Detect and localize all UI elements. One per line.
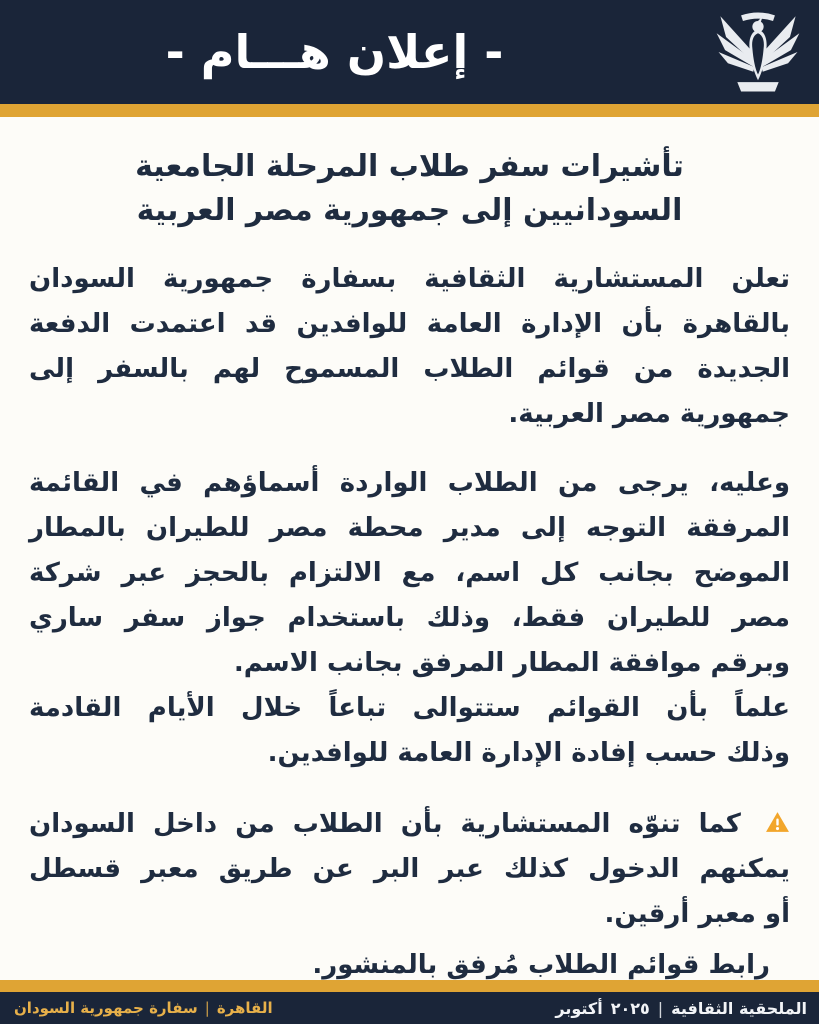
footer-embassy-name: سفارة جمهورية السودان	[14, 999, 198, 1017]
announcement-body	[0, 117, 819, 980]
paragraph-p5	[29, 943, 790, 980]
footer-month: أكتوبر	[555, 998, 603, 1018]
paragraph-line: المرفقة التوجه إلى مدير محطة مصر للطيران بالمطار	[29, 513, 790, 543]
footer-right-separator: |	[657, 998, 664, 1018]
paragraph-p2	[29, 461, 790, 686]
footer-embassy	[14, 999, 273, 1017]
heading-line-2: السودانيين إلى جمهورية مصر العربية	[136, 193, 683, 228]
footer-office: الملحقية الثقافية	[671, 998, 807, 1018]
paragraph-line: أو معبر أرقين.	[604, 899, 790, 929]
page-title: - إعلان هـــام -	[165, 25, 504, 79]
paragraph-line: الجديدة من قوائم الطلاب المسموح لهم بالسفر إلى	[29, 354, 790, 384]
footer-city: القاهرة	[216, 999, 273, 1017]
paragraph-line: الموضح بجانب كل اسم، مع الالتزام بالحجز عبر شركة	[29, 558, 790, 588]
paragraph-line: وعليه، يرجى من الطلاب الواردة أسماؤهم في القائمة	[29, 468, 790, 498]
paragraph-p3	[29, 686, 790, 776]
paragraph-p4	[29, 802, 790, 937]
paragraph-line: يمكنهم الدخول كذلك عبر البر عن طريق معبر قسطل	[29, 854, 790, 884]
paragraph-line: كما تنوّه المستشارية بأن الطلاب من داخل السودان	[29, 802, 790, 847]
gold-divider-bottom	[0, 980, 819, 992]
footer-band	[0, 992, 819, 1024]
footer-left-separator: |	[204, 999, 210, 1017]
gold-divider-top	[0, 104, 819, 117]
warning-icon	[765, 810, 790, 835]
footer-year: ٢٠٢٥	[610, 998, 650, 1018]
sudan-emblem-icon	[711, 6, 805, 98]
paragraph-line: جمهورية مصر العربية.	[508, 399, 790, 429]
header-band	[0, 0, 819, 104]
paragraph-line: رابط قوائم الطلاب مُرفق بالمنشور.	[312, 950, 770, 980]
paragraph-line: مصر للطيران فقط، وذلك باستخدام جواز سفر ساري	[29, 603, 790, 633]
paragraph-line: وذلك حسب إفادة الإدارة العامة للوافدين.	[267, 738, 790, 768]
paragraph-line: بالقاهرة بأن الإدارة العامة للوافدين قد اعتمدت الدفعة	[29, 309, 790, 339]
paragraph-line: علماً بأن القوائم ستتوالى تباعاً خلال الأيام القادمة	[29, 693, 790, 723]
paragraph-p1	[29, 257, 790, 437]
footer-attache	[555, 999, 807, 1018]
paragraph-line: تعلن المستشارية الثقافية بسفارة جمهورية السودان	[29, 264, 790, 294]
heading-line-1: تأشيرات سفر طلاب المرحلة الجامعية	[135, 149, 684, 184]
paragraphs	[29, 257, 790, 980]
paragraph-line: وبرقم موافقة المطار المرفق بجانب الاسم.	[233, 648, 790, 678]
announcement-heading	[29, 145, 790, 233]
